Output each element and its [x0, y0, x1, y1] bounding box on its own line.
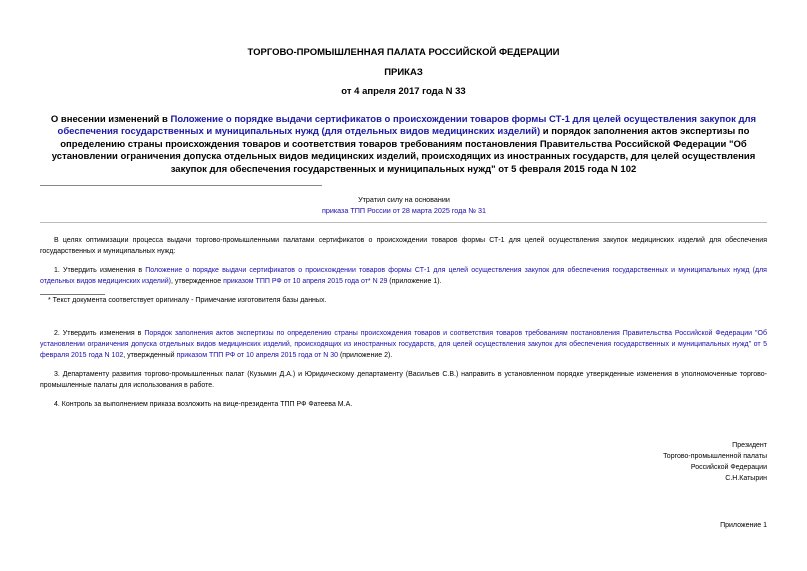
appendix-label: Приложение 1	[720, 522, 767, 529]
signature-org-line1: Торгово-промышленной палаты	[663, 453, 767, 460]
divider-middle	[40, 222, 767, 223]
organization-heading: ТОРГОВО-ПРОМЫШЛЕННАЯ ПАЛАТА РОССИЙСКОЙ ФЕДЕРАЦИИ	[247, 47, 560, 58]
item-3-paragraph: 3. Департаменту развития торгово-промышленных палат (Кузьмин Д.А.) и Юридическому департаменту (Васильев С.В.) направить в установленном порядке утвержденные изменения в уполномоченные торгово-промышленные палаты для использования в работе.	[40, 371, 767, 390]
status-link-wrapper	[300, 205, 508, 217]
item-1-paragraph	[40, 265, 767, 287]
intro-paragraph: В целях оптимизации процесса выдачи торгово-промышленными палатами сертификатов о происхождении товаров формы СТ-1 для целей осуществления закупок медицинских изделий для обеспечения государственных и муниципальных нужд:	[40, 237, 767, 256]
item-1-mid: , утвержденное	[171, 278, 224, 286]
footnote: * Текст документа соответствует оригиналу - Примечание изготовителя базы данных.	[48, 297, 327, 304]
item-2-link-order[interactable]: приказом ТПП РФ от 10 апреля 2015 года от N 30	[176, 352, 339, 360]
signature-name: С.Н.Катырин	[725, 475, 767, 482]
item-1-link-order[interactable]: приказом ТПП РФ от 10 апреля 2015 года от* N 29	[223, 278, 388, 286]
title-middle: и порядок заполнения актов экспертизы по определению страны происхождения товаров и соответствия товаров требованиям постановления Правительства Российской Федерации "Об установлении ограничения допуска отдельных видов медицинских изделий, происходящих из иностранных государств, для целей осуществления закупок для обеспечения государственных и муниципальных нужд" от 5 февраля 2015 года N 102	[51, 126, 756, 175]
signature-org-line2: Российской Федерации	[690, 464, 767, 471]
document-title	[40, 114, 767, 176]
divider-top	[40, 185, 322, 186]
item-1-link-regulation[interactable]: Положение о порядке выдачи сертификатов о происхождении товаров формы СТ-1 для целей осуществления закупок для обеспечения государственных и муниципальных нужд (для отдельных видов медицинских изделий)	[40, 267, 767, 286]
item-4-paragraph: 4. Контроль за выполнением приказа возложить на вице-президента ТПП РФ Фатеева М.А.	[54, 401, 353, 408]
item-2-mid: , утвержденный	[123, 352, 177, 360]
item-2-link-procedure[interactable]: Порядок заполнения актов экспертизы по определению страны происхождения товаров и соответствия товаров требованиям постановления Правительства Российской Федерации "Об установлении ограничения допуска отдельных видов медицинских изделий, происходящих из иностранных государств, для целей осуществления закупок для обеспечения государственных и муниципальных нужд" от 5 февраля 2015 года N 102	[40, 330, 767, 360]
item-2-suffix: (приложение 2).	[338, 352, 393, 360]
signature-title: Президент	[732, 442, 767, 449]
status-note: Утратил силу на основании	[358, 195, 450, 204]
document-date-number: от 4 апреля 2017 года N 33	[341, 86, 466, 97]
item-1-suffix: (приложение 1).	[387, 278, 442, 286]
item-2-prefix: 2. Утвердить изменения в	[54, 330, 145, 337]
document-type: ПРИКАЗ	[384, 67, 423, 78]
title-link-regulation[interactable]: Положение о порядке выдачи сертификатов о происхождении товаров формы СТ-1 для целей осуществления закупок для обеспечения государственных и муниципальных нужд (для отдельных видов медицинских изделий)	[57, 114, 757, 138]
item-1-prefix: 1. Утвердить изменения в	[54, 267, 146, 274]
item-2-paragraph	[40, 328, 767, 362]
status-link[interactable]: приказа ТПП России от 28 марта 2025 года № 31	[321, 206, 487, 215]
title-prefix: О внесении изменений в	[50, 114, 171, 125]
